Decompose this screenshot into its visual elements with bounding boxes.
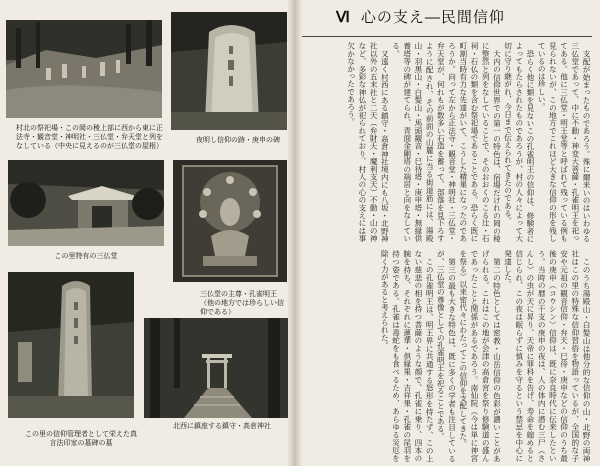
- koshin-stone-image: [171, 12, 287, 130]
- takakura-shrine-image: [144, 318, 288, 418]
- photo-hillside-shrines: [6, 20, 162, 118]
- chapter-title: 心の支え―民間信仰: [360, 8, 505, 26]
- paragraph: このうち湯殿山・白髪山は他分的な信仰の山・北野の両神社はこの里の特殊な信仰習俗を物語っているが、全国的な子安や元祖の観音信仰・弁天・巳待・庚申などの信仰のうち最後の庚申（コウシン）信仰は、既に奈良時代に伝来したという。当時の暦の干支の庚申の夜は、人の体内に潜む三尸（さんし）の虫が天に昇り、天帝に罪科を告げ、寿命を縮めると信じられ、この夜は眠らずに慎みを守るという禁忌を中心に発達した。: [503, 250, 591, 462]
- chapter-number: Ⅵ: [336, 10, 351, 26]
- sanbutsu-hall-image: [8, 160, 164, 246]
- paragraph: 恐らく他に類を見ないこの孔雀明王の信仰は、修験者によってもたらされたものであろうが、村の人々によって大切に守り継がれ、今日まで伝えられてきたのである。: [503, 42, 535, 242]
- body-text-lower: [302, 250, 592, 462]
- caption-peacock-king: 三仏堂の主尊・孔雀明王（他の地方では珍らしい信仰である）: [200, 290, 284, 316]
- peacock-king-image: [173, 160, 287, 282]
- paragraph: この孔雀明王は、明王界に共通する怒形を持たず、この上ない慈悲の相を持つ菩薩のような顔で、孔雀に乗り、四本の腕を持ち、それぞれに蓮華・倶縁果・吉祥果・孔雀の尾羽を持つ姿である。孔雀は毒蛇をも食べるため、あらゆる災厄を除く力があると考えられた。: [380, 250, 435, 462]
- photo-koshin-stone: [171, 12, 287, 130]
- paragraph: 大内の信仰世界での第一の特色は、宿場だけれの岡の稜に整然と列をなしていることで、そのおおくのこる辻・石祠・石仏の類を含む祭祀場であることである。恐らく既に町割当時有力な先達がいて、こうした精巣になったのであろうか。向って左から正法寺・観音堂・神明社・三仏堂・弁天堂が、何れもが数多い石造を蓄って、部落を見下ろすように配され、その前面の山麓に当る街道筋には、湯殿山・羽黒山・白髪山・馬頭観音・巳待塔・庚申塔・無縁供養塔等の碑が建てられ、青面金剛塔の端居と向をなしている。: [391, 42, 502, 242]
- caption-koshin-stone: 夜明し信仰の跡・庚申の碑: [196, 136, 280, 144]
- grave-stele-image: [8, 272, 134, 418]
- caption-sanbutsu-hall: この里特有の三仏堂: [54, 252, 118, 260]
- body-text-upper: [302, 42, 592, 242]
- caption-takakura-shrine: 北西に鎮座する鎮守・高倉神社: [173, 422, 271, 430]
- photo-sanbutsu-hall: [8, 160, 164, 246]
- book-gutter: [288, 0, 302, 466]
- paragraph: 第三の最も大きな特色は、既に多くの学者も注目しているが、三仏堂の尊像としての孔雀明王を祀ることである。: [436, 250, 457, 462]
- photo-takakura-shrine: [144, 318, 288, 418]
- photo-grave-stele: [8, 272, 134, 418]
- caption-hillside-shrines: 村北の祭祀場・この岡の稜上部に西から東に正法寺・観音堂・神明社・三仏堂・弁天堂と列をなしている（中央に見えるのが三仏堂の屋根）: [16, 124, 163, 150]
- caption-grave-stele: この里の信仰管理者として栄えた真言法印家の墓碑の墓: [25, 430, 137, 447]
- heading-rule: [302, 36, 592, 37]
- paragraph: 第二の特色としては密教・山岳信仰の色彩が濃いことがあげられる。これはこの地が会津の高倉宮を祭り修験道の盛んであったことと関係があるであろう。南仙院（今は単に神宮を祭る）以来密代々にわたってこの信仰を支配してきた。: [458, 250, 502, 462]
- paragraph: 支配が始まったものであろう。殊に爾来いのはいわゆる三仏堂であって、中に不動・神変大菩薩・孔雀明王を祀ってある。他に三仏堂・明王堂等と呼ばれて残っている例も見られないが、この地方でこれほど大きな信仰の形を残しているのは珍しい。: [537, 42, 591, 242]
- chapter-heading: [336, 6, 505, 27]
- photo-peacock-king: [173, 160, 287, 282]
- hillside-shrines-image: [6, 20, 162, 118]
- paragraph: 又遠く村西にある鎮守・高倉神社境内にも八坂・北野神社以外の五末社と二天（弁財天・魔利支天）不動・山の神など、多彩な神仏が祀られており、村人の心の支えには事欠かなかったであろう。: [346, 42, 390, 242]
